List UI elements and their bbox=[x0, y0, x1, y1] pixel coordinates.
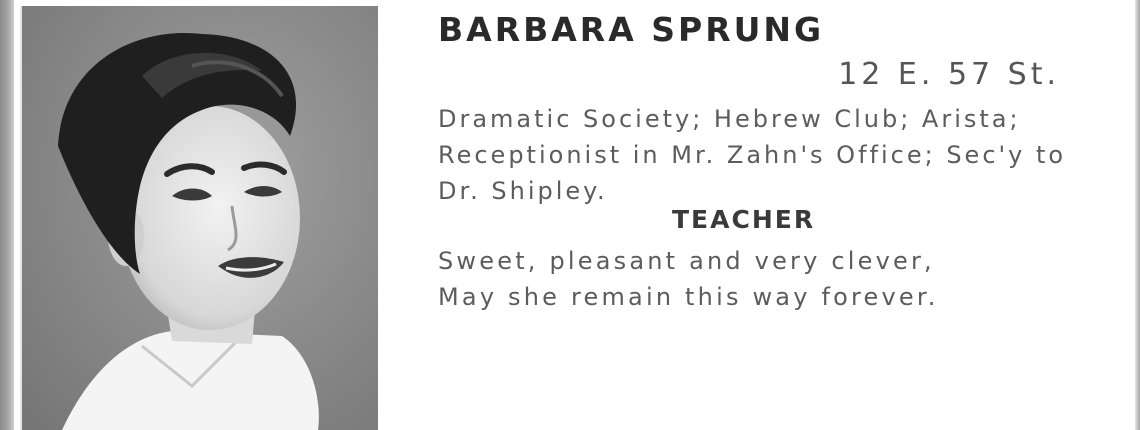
student-name: BARBARA SPRUNG bbox=[438, 10, 825, 49]
page-edge-right bbox=[1135, 0, 1140, 430]
career-goal: TEACHER bbox=[672, 205, 816, 234]
verse-line: Sweet, pleasant and very clever, bbox=[438, 247, 935, 275]
page-edge-left bbox=[0, 0, 14, 430]
verse-line: May she remain this way forever. bbox=[438, 283, 939, 311]
activities-list: Dramatic Society; Hebrew Club; Arista; Receptionist in Mr. Zahn's Office; Sec'y to Dr. Shipley. bbox=[438, 105, 1067, 205]
yearbook-verse bbox=[438, 243, 939, 315]
home-address: 12 E. 57 St. bbox=[838, 57, 1060, 92]
student-portrait-photo bbox=[20, 6, 378, 430]
